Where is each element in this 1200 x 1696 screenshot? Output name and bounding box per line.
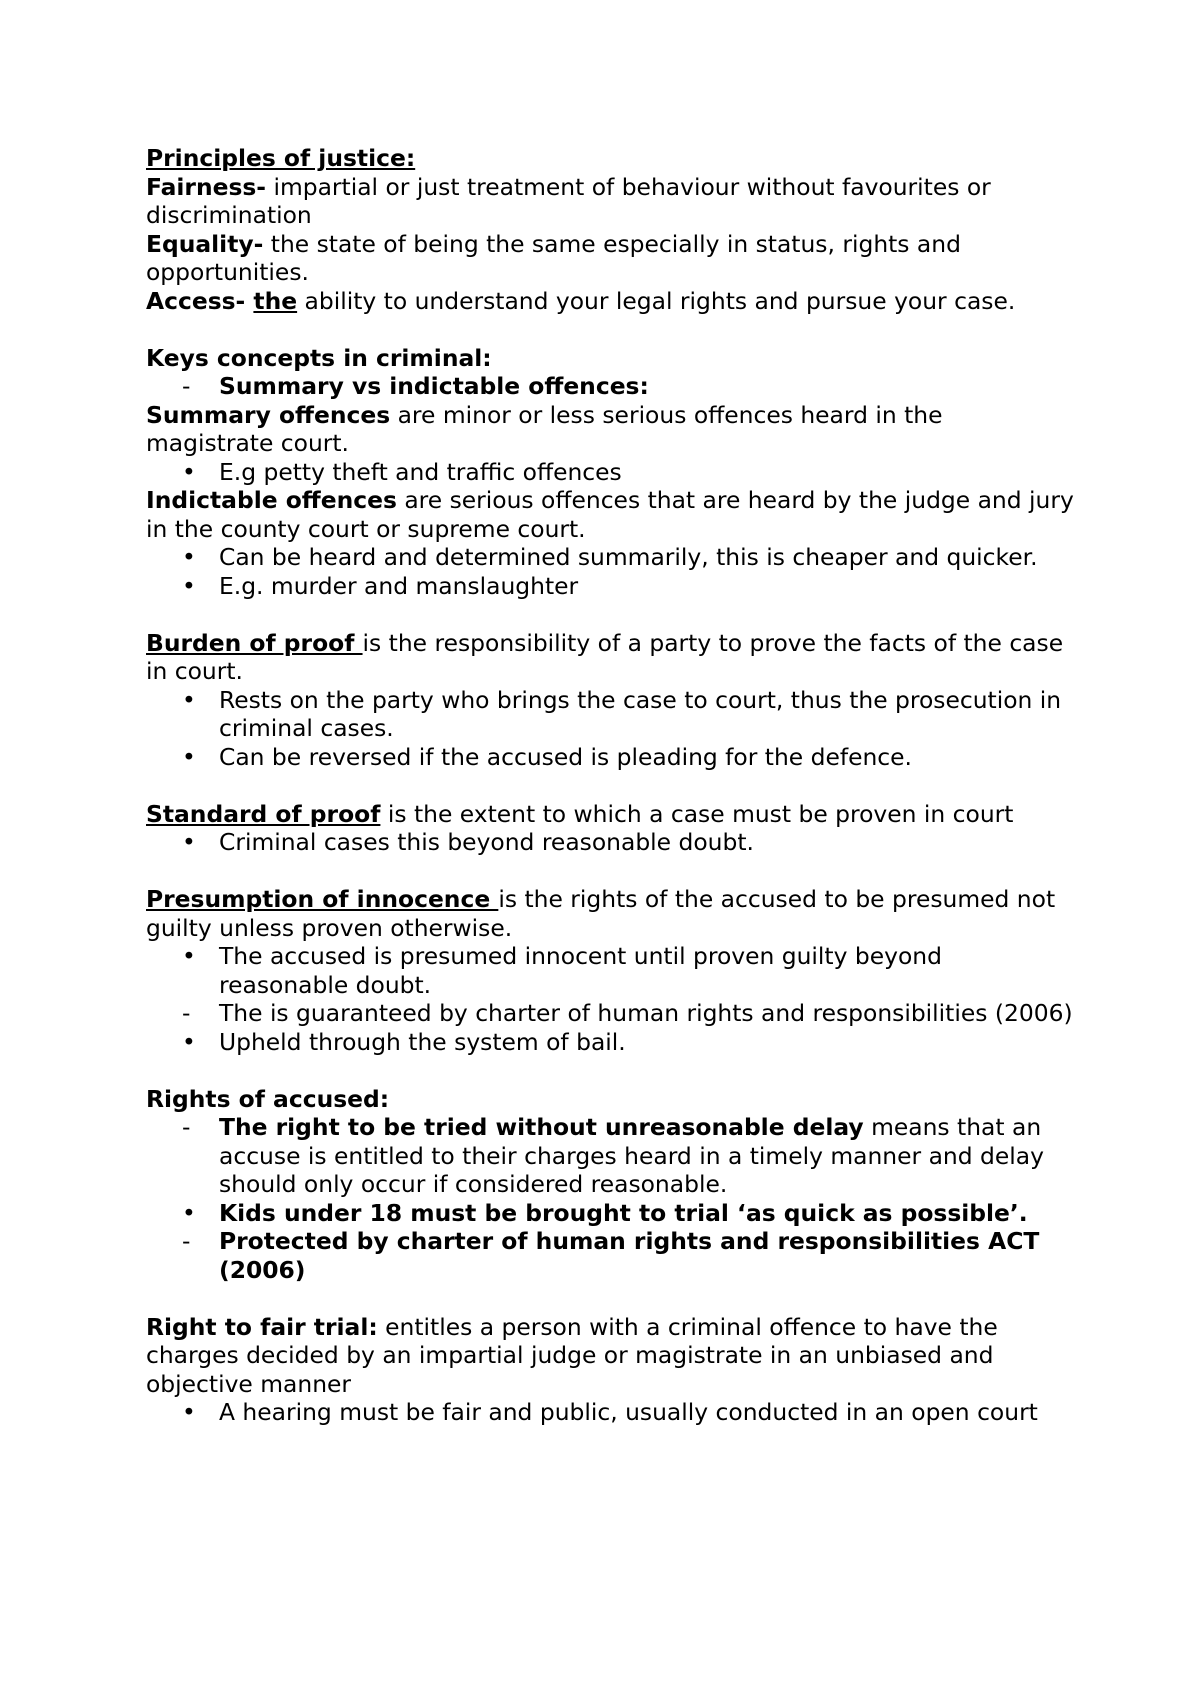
dash-marker — [182, 1227, 212, 1256]
fairness-term: Fairness- — [146, 172, 267, 201]
equality-term: Equality- — [146, 229, 264, 258]
bullet-marker — [182, 1199, 212, 1228]
bullet-marker — [182, 828, 212, 857]
fair-trial-definition: Right to fair trial: entitles a person with a criminal offence to have the charges decided by an impartial judge or magistrate in an unbiased and objective manner — [146, 1312, 998, 1398]
list-item: - The right to be tried without unreasonable delay means that an accuse is entitled to their charges heard in a timely manner and delay should only occur if considered reasonable. — [146, 1113, 1076, 1199]
list-item: • E.g petty theft and traffic offences — [146, 458, 1076, 487]
bullet-marker — [182, 686, 212, 715]
bullet-marker — [182, 1398, 212, 1427]
list-item: • The accused is presumed innocent until proven guilty beyond reasonable doubt. — [146, 942, 1076, 999]
list-item: - Protected by charter of human rights and responsibilities ACT (2006) — [146, 1227, 1076, 1284]
fairness-definition: Fairness- impartial or just treatment of behaviour without favourites or discrimination — [146, 172, 991, 229]
access-definition: Access- the ability to understand your legal rights and pursue your case. — [146, 286, 1016, 315]
bullet-marker — [182, 458, 212, 487]
rights-of-accused-heading: Rights of accused: — [146, 1084, 390, 1113]
standard-of-proof-definition: Standard of proof is the extent to which a case must be proven in court — [146, 799, 1014, 828]
bullet-marker — [182, 942, 212, 971]
equality-definition: Equality- the state of being the same especially in status, rights and opportunities. — [146, 229, 961, 286]
list-item: • E.g. murder and manslaughter — [146, 572, 1076, 601]
principles-heading: Principles of justice: — [146, 144, 416, 172]
bullet-marker — [182, 743, 212, 772]
dash-marker — [182, 999, 212, 1028]
summary-offences-definition: Summary offences are minor or less serious offences heard in the magistrate court. — [146, 400, 943, 457]
bullet-marker — [182, 1028, 212, 1057]
bullet-marker — [182, 543, 212, 572]
list-item: • Kids under 18 must be brought to trial ‘as quick as possible’. — [146, 1199, 1076, 1228]
access-term: Access- the — [146, 286, 298, 315]
list-item: • Criminal cases this beyond reasonable doubt. — [146, 828, 1076, 857]
dash-marker — [182, 1113, 212, 1142]
list-item: • Rests on the party who brings the case to court, thus the prosecution in criminal cases. — [146, 686, 1076, 743]
list-item: - Summary vs indictable offences: — [146, 372, 1076, 401]
list-item: • Upheld through the system of bail. — [146, 1028, 1076, 1057]
document-body — [146, 144, 1076, 1427]
list-item: • A hearing must be fair and public, usually conducted in an open court — [146, 1398, 1076, 1427]
key-concepts-heading: Keys concepts in criminal: — [146, 343, 492, 372]
indictable-offences-definition: Indictable offences are serious offences that are heard by the judge and jury in the county court or supreme court. — [146, 486, 1074, 543]
dash-marker — [182, 372, 212, 401]
bullet-marker — [182, 572, 212, 601]
list-item: • Can be reversed if the accused is pleading for the defence. — [146, 743, 1076, 772]
list-item: - The is guaranteed by charter of human rights and responsibilities (2006) — [146, 999, 1076, 1028]
burden-of-proof-definition: Burden of proof is the responsibility of a party to prove the facts of the case in court. — [146, 628, 1064, 685]
presumption-of-innocence-definition: Presumption of innocence is the rights of the accused to be presumed not guilty unless proven otherwise. — [146, 885, 1056, 942]
list-item: • Can be heard and determined summarily, this is cheaper and quicker. — [146, 543, 1076, 572]
